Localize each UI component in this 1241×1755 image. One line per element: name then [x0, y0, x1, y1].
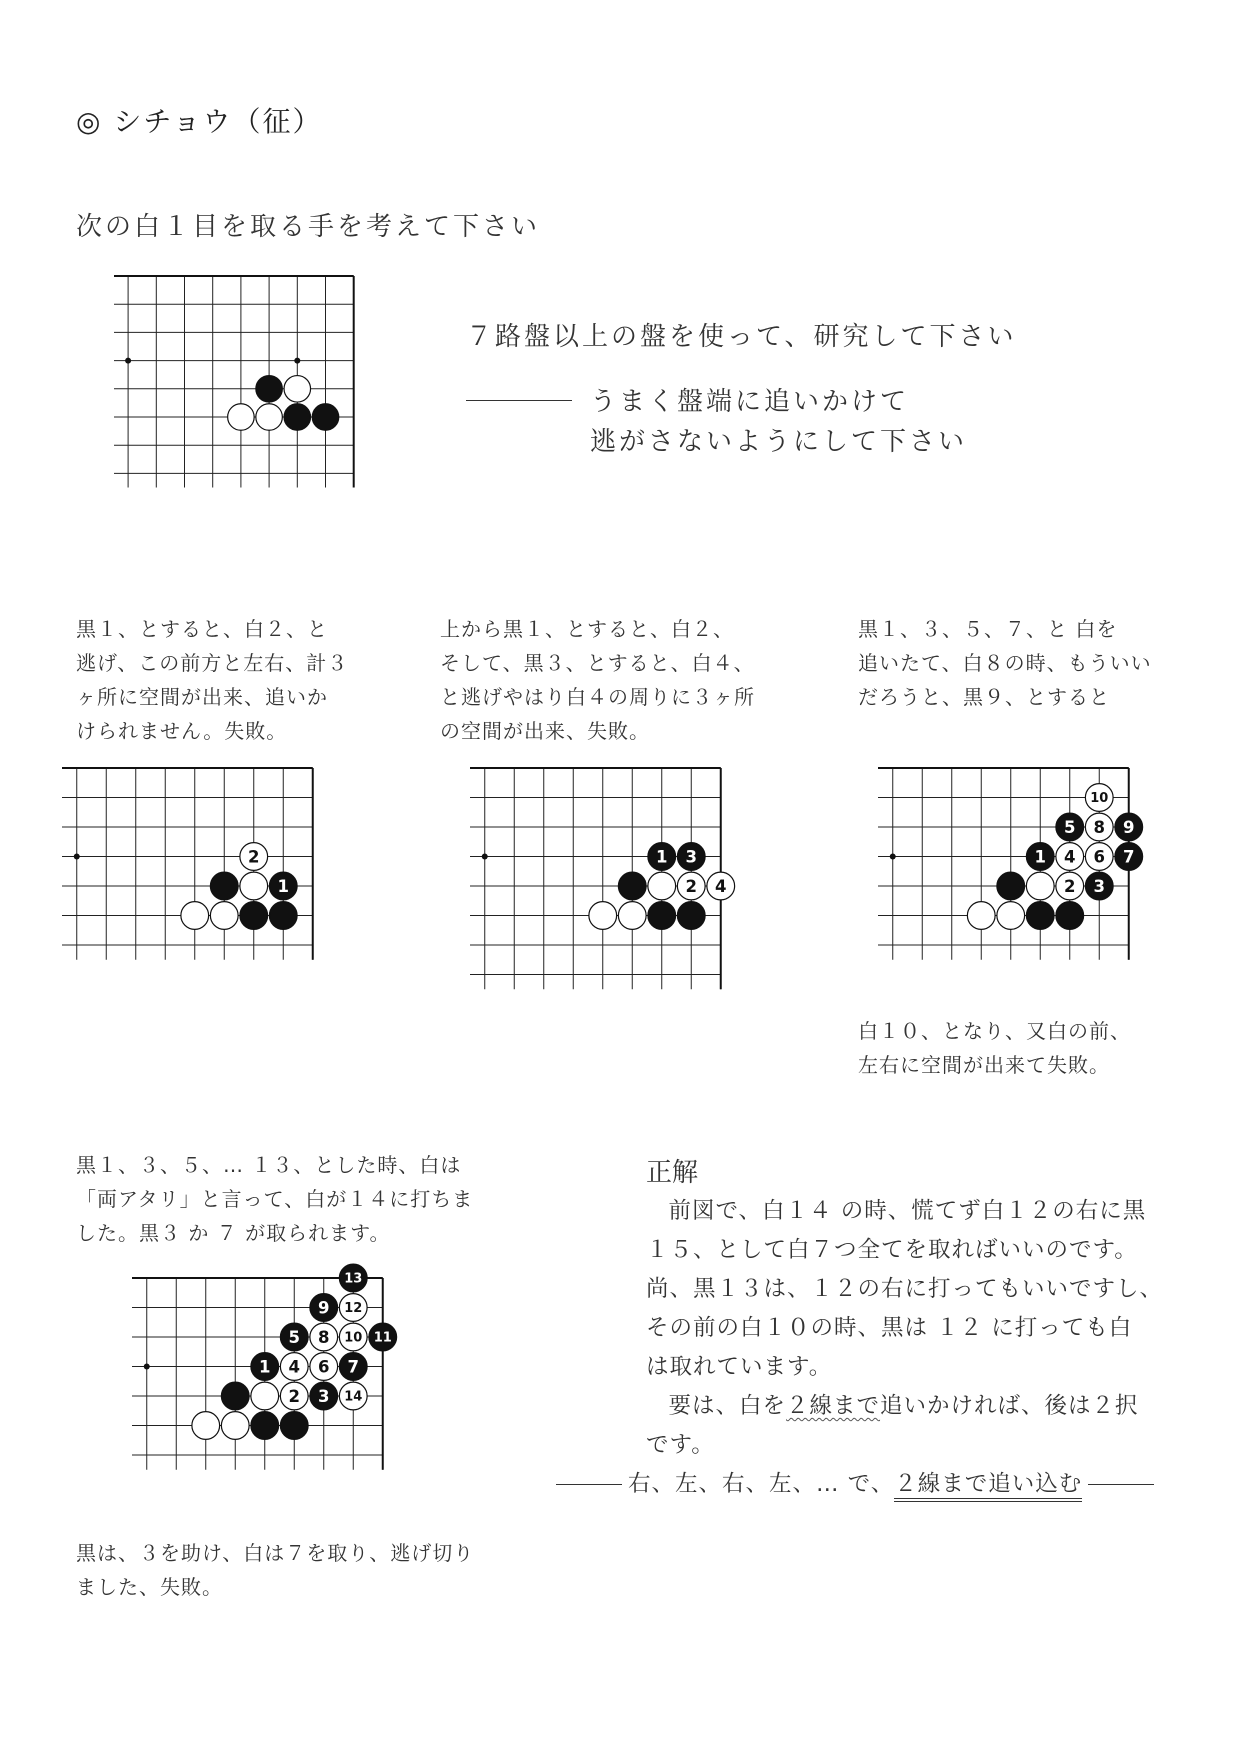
black-stone — [221, 1382, 249, 1410]
black-stone — [1085, 872, 1113, 900]
fail-4-result: 黒は、３を助け、白は７を取り、逃げ切り ました、失敗。 — [76, 1541, 475, 1599]
black-stone — [1056, 813, 1084, 841]
black-stone — [269, 872, 297, 900]
move-number: 1 — [1034, 847, 1046, 867]
move-number: 7 — [347, 1357, 359, 1377]
hoshi-point — [144, 1364, 150, 1370]
black-stone — [339, 1353, 367, 1381]
board-fail-3 — [876, 768, 1166, 990]
black-stone — [256, 376, 283, 403]
black-stone — [1026, 902, 1054, 930]
black-stone — [677, 843, 705, 871]
black-stone — [269, 902, 297, 930]
board-fail-1 — [60, 768, 350, 990]
move-number: 8 — [1093, 817, 1105, 837]
move-number: 7 — [1123, 847, 1135, 867]
black-stone — [251, 1412, 279, 1440]
answer-title: 正解 — [646, 1158, 699, 1188]
black-stone — [1056, 902, 1084, 930]
black-stone — [210, 872, 238, 900]
answer-text: 前図で、白１４ の時、慌てず白１２の右に黒 １５、として白７つ全てを取ればいいのです。 尚、黒１３は、１２の右に打ってもいいですし、 その前の白１０の時、黒は １２ に打っても白 は取れています。 要は、白を２線まで追いかければ、後は２択 です。 — [646, 1192, 1176, 1465]
note-line-2 — [590, 382, 967, 462]
answer-key-line: 要は、白を２線まで追いかければ、後は２択 — [668, 1393, 1139, 1419]
dash-line — [466, 400, 572, 401]
move-number: 6 — [318, 1357, 330, 1377]
black-stone — [997, 872, 1025, 900]
white-stone — [228, 404, 255, 431]
move-number: 3 — [685, 847, 697, 867]
hoshi-point — [125, 358, 131, 364]
fail-3-text: 黒１、３、５、７、と 白を 追いたて、白８の時、もういい だろうと、黒９、とすると — [858, 617, 1152, 709]
white-stone — [1056, 872, 1084, 900]
white-stone — [240, 872, 268, 900]
summary-dash-right — [1088, 1484, 1154, 1485]
white-stone — [310, 1323, 338, 1351]
white-stone — [677, 872, 705, 900]
move-number: 4 — [715, 876, 727, 896]
move-number: 5 — [1064, 817, 1076, 837]
hoshi-point — [294, 358, 300, 364]
white-stone — [280, 1382, 308, 1410]
white-stone — [339, 1382, 367, 1410]
move-number: 1 — [656, 847, 668, 867]
move-number: 5 — [288, 1327, 300, 1347]
white-stone — [339, 1294, 367, 1322]
move-number: 1 — [259, 1357, 271, 1377]
white-stone — [1085, 784, 1113, 812]
move-number: 9 — [1123, 817, 1135, 837]
move-number: 3 — [1093, 876, 1105, 896]
white-stone — [310, 1353, 338, 1381]
white-stone — [339, 1323, 367, 1351]
move-number: 4 — [288, 1357, 300, 1377]
board-problem — [112, 276, 402, 498]
note-line-2b: 逃がさないようにして下さい — [590, 427, 968, 457]
black-stone — [310, 1382, 338, 1410]
black-stone — [280, 1412, 308, 1440]
white-stone — [251, 1382, 279, 1410]
summary-line: 右、左、右、左、… で、２線まで追い込む — [550, 1466, 1160, 1498]
white-stone — [648, 872, 676, 900]
white-stone — [707, 872, 735, 900]
black-stone — [240, 902, 268, 930]
black-stone — [1115, 813, 1143, 841]
move-number: 10 — [344, 1330, 363, 1346]
black-stone — [1115, 843, 1143, 871]
page-title: ◎ シチョウ（征） — [76, 105, 323, 138]
move-number: 14 — [344, 1389, 363, 1405]
black-stone — [369, 1323, 397, 1351]
move-number: 2 — [288, 1386, 300, 1406]
move-number: 13 — [344, 1271, 363, 1287]
white-stone — [967, 902, 995, 930]
move-number: 2 — [685, 876, 697, 896]
white-stone — [589, 902, 617, 930]
white-stone — [1085, 843, 1113, 871]
black-stone — [648, 843, 676, 871]
white-stone — [240, 843, 268, 871]
move-number: 9 — [318, 1298, 330, 1318]
white-stone — [256, 404, 283, 431]
move-number: 12 — [344, 1301, 363, 1317]
white-stone — [1085, 813, 1113, 841]
black-stone — [648, 902, 676, 930]
black-stone — [312, 404, 339, 431]
fail-2-text: 上から黒１、とすると、白２、 そして、黒３、とすると、白４、 と逃げやはり白４の周りに３ヶ所 の空間が出来、失敗。 — [440, 617, 755, 743]
black-stone — [1026, 843, 1054, 871]
move-number: 8 — [318, 1327, 330, 1347]
black-stone — [618, 872, 646, 900]
note-line-2a: うまく盤端に追いかけて — [590, 387, 910, 417]
black-stone — [339, 1264, 367, 1292]
summary-dash-left — [556, 1484, 622, 1485]
move-number: 3 — [318, 1386, 330, 1406]
white-stone — [1056, 843, 1084, 871]
board-fail-4 — [130, 1250, 430, 1510]
move-number: 11 — [373, 1330, 392, 1346]
problem-prompt: 次の白１目を取る手を考えて下さい — [76, 212, 541, 242]
white-stone — [221, 1412, 249, 1440]
black-stone — [677, 902, 705, 930]
white-stone — [210, 902, 238, 930]
fail-1-text: 黒１、とすると、白２、と 逃げ、この前方と左右、計３ ヶ所に空間が出来、追いか けられません。失敗。 — [76, 617, 349, 743]
move-number: 6 — [1093, 847, 1105, 867]
move-number: 4 — [1064, 847, 1076, 867]
white-stone — [280, 1353, 308, 1381]
fail-4-text: 黒１、３、５、… １３、とした時、白は 「両アタリ」と言って、白が１４に打ちま した。黒３ か ７ が取られます。 — [76, 1153, 474, 1245]
white-stone — [618, 902, 646, 930]
white-stone — [997, 902, 1025, 930]
black-stone — [284, 404, 311, 431]
move-number: 10 — [1090, 791, 1109, 807]
black-stone — [310, 1294, 338, 1322]
move-number: 1 — [277, 876, 289, 896]
board-fail-2 — [468, 768, 758, 1020]
white-stone — [284, 376, 311, 403]
black-stone — [280, 1323, 308, 1351]
hoshi-point — [482, 854, 488, 860]
white-stone — [181, 902, 209, 930]
note-line-1: ７路盤以上の盤を使って、研究して下さい — [466, 322, 1017, 352]
move-number: 2 — [248, 847, 260, 867]
move-number: 2 — [1064, 876, 1076, 896]
white-stone — [1026, 872, 1054, 900]
wavy-emphasis: ２線まで — [786, 1393, 881, 1419]
white-stone — [192, 1412, 220, 1440]
black-stone — [251, 1353, 279, 1381]
fail-3-result: 白１０、となり、又白の前、 左右に空間が出来て失敗。 — [858, 1019, 1131, 1077]
summary-emphasis: ２線まで追い込む — [894, 1471, 1082, 1502]
hoshi-point — [890, 854, 896, 860]
hoshi-point — [74, 854, 80, 860]
